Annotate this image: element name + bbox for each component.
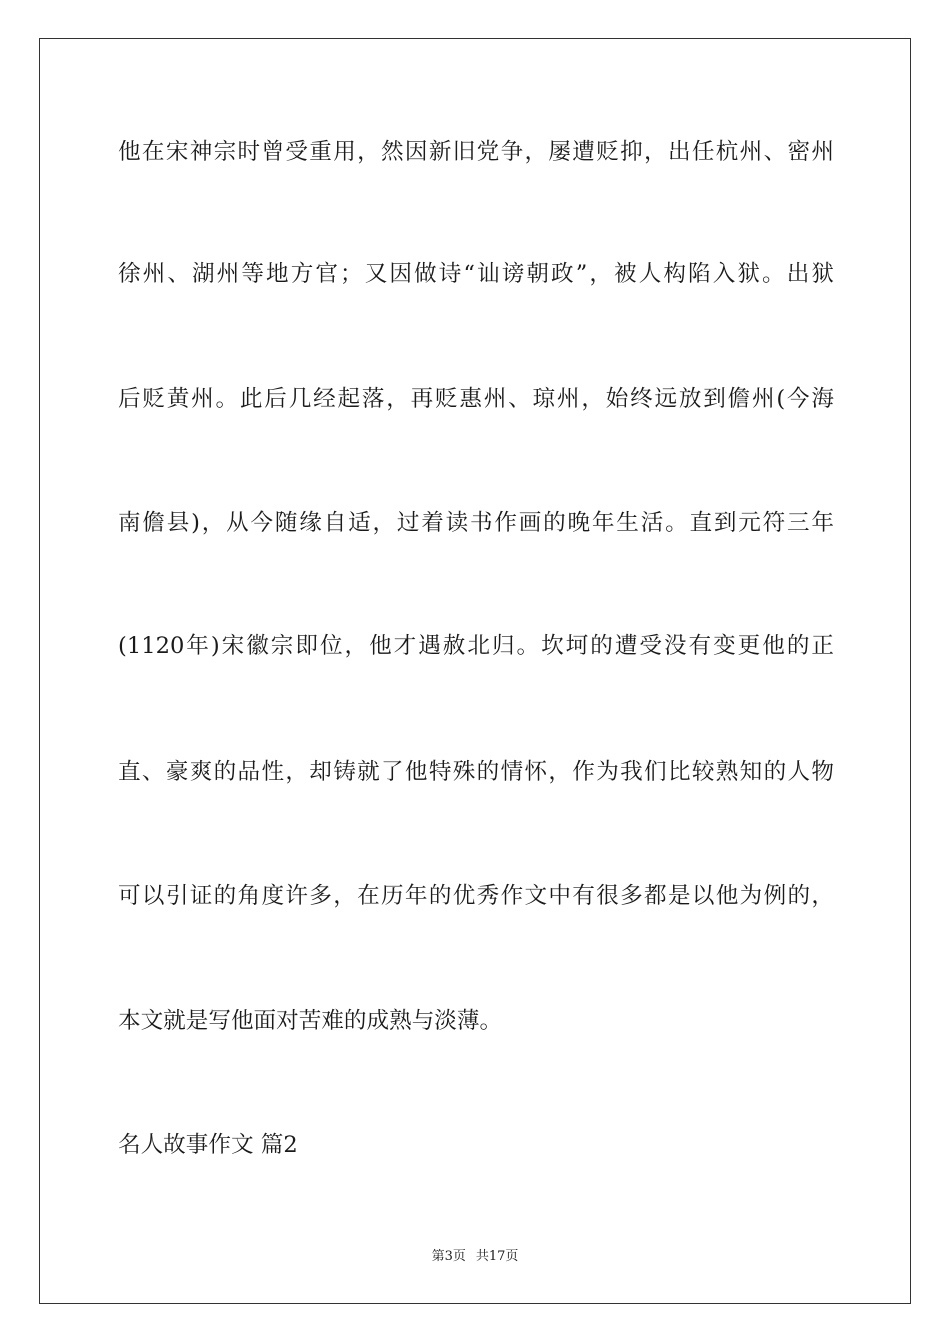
paragraph-line-2: 徐州、湖州等地方官；又因做诗“讪谤朝政”，被人构陷入狱。出狱 [118, 261, 834, 287]
paragraph-line-4: 南儋县)，从今随缘自适，过着读书作画的晚年生活。直到元符三年 [118, 510, 834, 536]
page-number: 第3页 [431, 1249, 466, 1264]
total-pages: 共17页 [475, 1249, 519, 1264]
paragraph-line-1: 他在宋神宗时曾受重用，然因新旧党争，屡遭贬抑，出任杭州、密州 [118, 139, 834, 165]
paragraph-line-5: (1120年)宋徽宗即位，他才遇赦北归。坎坷的遭受没有变更他的正 [118, 633, 834, 659]
paragraph-line-7: 可以引证的角度许多，在历年的优秀作文中有很多都是以他为例的， [118, 883, 834, 909]
page-border [39, 38, 911, 1304]
paragraph-line-3: 后贬黄州。此后几经起落，再贬惠州、琼州，始终远放到儋州(今海 [118, 386, 834, 412]
paragraph-line-8: 本文就是写他面对苦难的成熟与淡薄。 [118, 1008, 503, 1034]
paragraph-line-6: 直、豪爽的品性，却铸就了他特殊的情怀，作为我们比较熟知的人物 [118, 759, 834, 785]
section-heading: 名人故事作文 篇2 [118, 1132, 298, 1158]
page-footer [0, 1248, 950, 1266]
